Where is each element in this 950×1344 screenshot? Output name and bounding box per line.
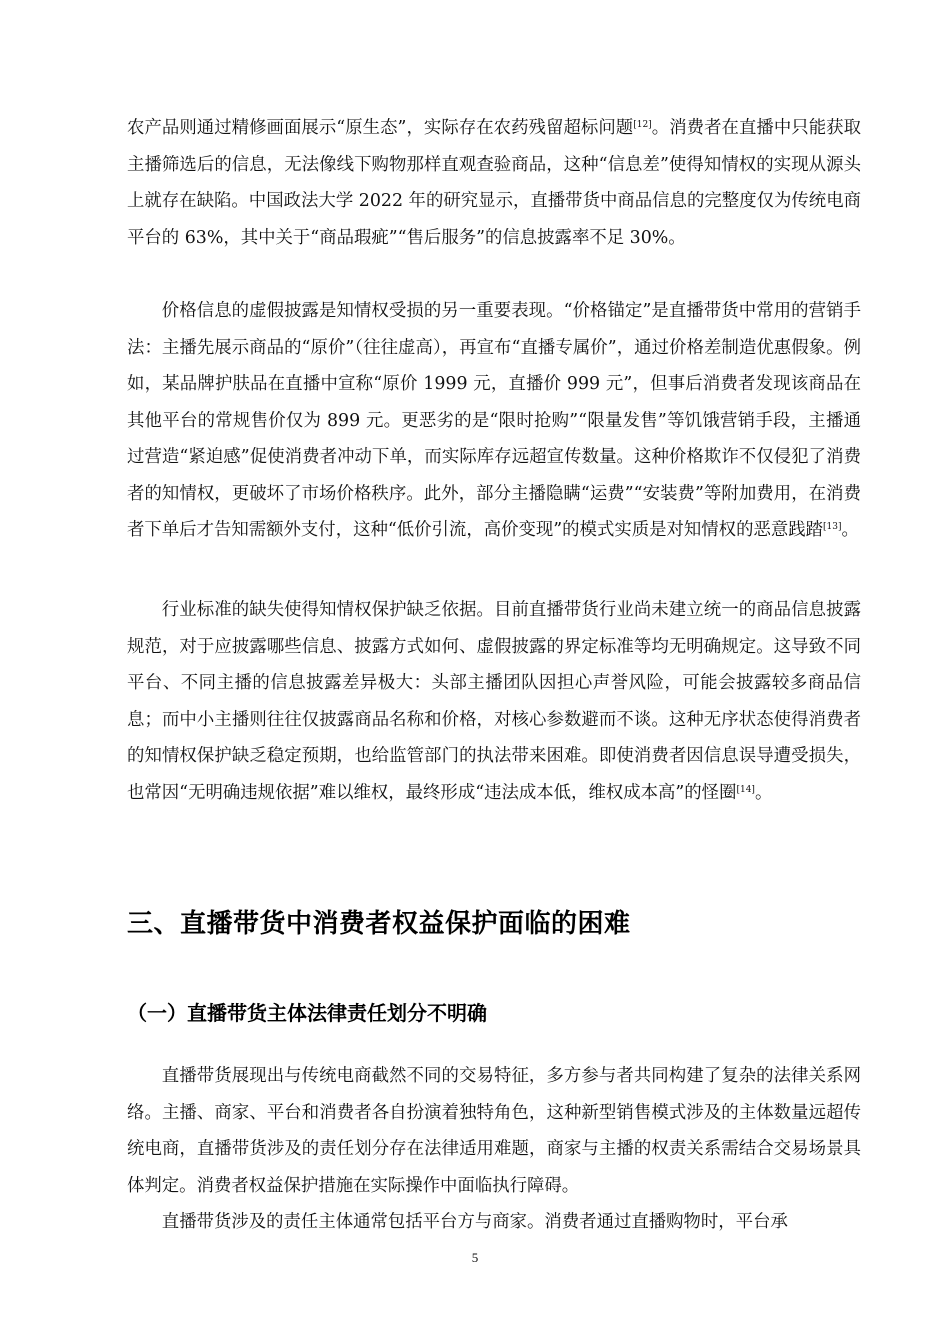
page-number: 5 (471, 1250, 479, 1265)
subsection-heading: （一）直播带货主体法律责任划分不明确 (127, 1001, 487, 1025)
paragraph-responsible-parties (127, 1204, 861, 1241)
paragraph-text: 行业标准的缺失使得知情权保护缺乏依据。目前直播带货行业尚未建立统一的商品信息披露规范，对于应披露哪些信息、披露方式如何、虚假披露的界定标准等均无明确规定。这导致不同平台、不同主播的信息披露差异极大：头部主播团队因担心声誉风险，可能会披露较多商品信息；而中小主播则往往仅披露商品名称和价格，对核心参数避而不谈。这种无序状态使得消费者的知情权保护缺乏稳定预期，也给监管部门的执法带来困难。即使消费者因信息误导遭受损失，也常因“无明确违规依据”难以维权，最终形成“违法成本低，维权成本高”的怪圈 (127, 600, 861, 803)
paragraph-text: 。消费者在直播中只能获取主播筛选后的信息，无法像线下购物那样直观查验商品，这种“信息差”使得知情权的实现从源头上就存在缺陷。中国政法大学 2022 年的研究显示，直播带货中商品信息的完整度仅为传统电商平台的 63%，其中关于“商品瑕疵”“售后服务”的信息披露率不足 30%。 (127, 118, 861, 248)
paragraph-info-gap (127, 110, 861, 256)
paragraph-text: 。 (841, 520, 859, 540)
paragraph-text: 直播带货展现出与传统电商截然不同的交易特征，多方参与者共同构建了复杂的法律关系网络。主播、商家、平台和消费者各自扮演着独特角色，这种新型销售模式涉及的主体数量远超传统电商，直播带货涉及的责任划分存在法律适用难题，商家与主播的权责关系需结合交易场景具体判定。消费者权益保护措施在实际操作中面临执行障碍。 (127, 1066, 861, 1196)
citation-ref: [14] (736, 784, 755, 795)
paragraph-price-fraud (127, 293, 861, 549)
paragraph-text: 。 (754, 782, 773, 803)
paragraph-text: 农产品则通过精修画面展示“原生态”，实际存在农药残留超标问题 (127, 118, 634, 138)
paragraph-transaction-features (127, 1058, 861, 1204)
paragraph-industry-standard (127, 592, 861, 811)
paragraph-text: 价格信息的虚假披露是知情权受损的另一重要表现。“价格锚定”是直播带货中常用的营销手法：主播先展示商品的“原价”（往往虚高），再宣布“直播专属价”，通过价格差制造优惠假象。例如，某品牌护肤品在直播中宣称“原价 1999 元，直播价 999 元”，但事后消费者发现该商品在其他平台的常规售价仅为 899 元。更恶劣的是“限时抢购”“限量发售”等饥饿营销手段，主播通过营造“紧迫感”促使消费者冲动下单，而实际库存远超宣传数量。这种价格欺诈不仅侵犯了消费者的知情权，更破坏了市场价格秩序。此外，部分主播隐瞒“运费”“安装费”等附加费用，在消费者下单后才告知需额外支付，这种“低价引流，高价变现”的模式实质是对知情权的恶意践踏 (127, 301, 861, 540)
section-heading: 三、直播带货中消费者权益保护面临的困难 (127, 909, 631, 939)
citation-ref: [12] (633, 120, 652, 130)
citation-ref: [13] (823, 522, 842, 532)
paragraph-text: 直播带货涉及的责任主体通常包括平台方与商家。消费者通过直播购物时，平台承 (161, 1212, 788, 1232)
